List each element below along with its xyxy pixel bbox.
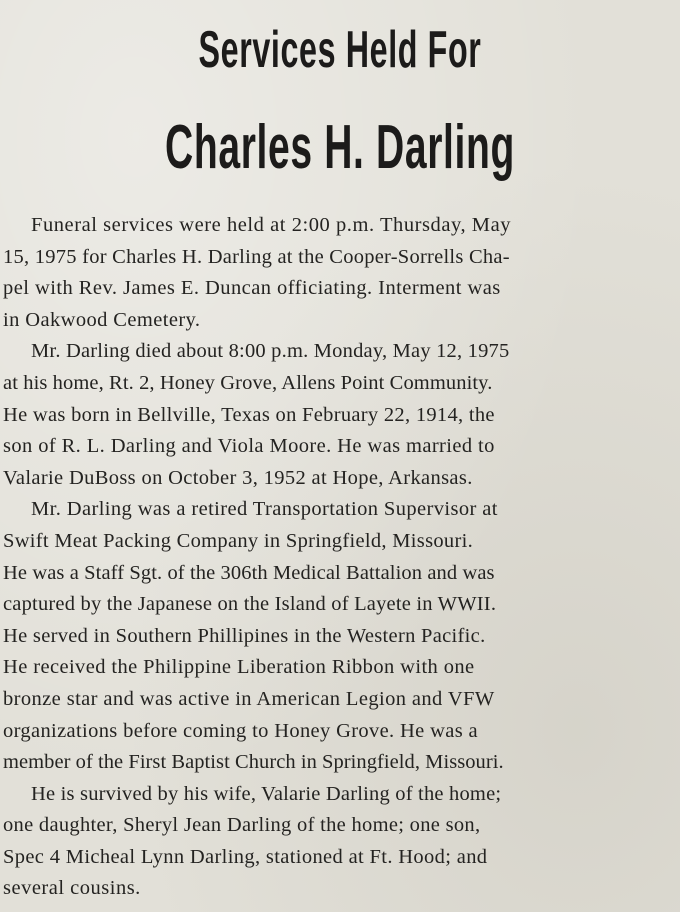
article-line: Spec 4 Micheal Lynn Darling, stationed at Ft. Hood; and bbox=[3, 845, 488, 868]
article-line: Mr. Darling died about 8:00 p.m. Monday, May 12, 1975 bbox=[31, 340, 510, 363]
article-line: He is survived by his wife, Valarie Darling of the home; bbox=[31, 782, 502, 805]
article-line: He received the Philippine Liberation Ribbon with one bbox=[3, 656, 475, 679]
headline-line-1: Services Held For bbox=[198, 21, 482, 79]
article-line: several cousins. bbox=[3, 877, 141, 900]
article-line: captured by the Japanese on the Island of Layete in WWII. bbox=[3, 593, 497, 616]
article-line: one daughter, Sheryl Jean Darling of the home; one son, bbox=[3, 814, 481, 837]
article-line: son of R. L. Darling and Viola Moore. He was married to bbox=[3, 435, 495, 458]
article-line: He served in Southern Phillipines in the Western Pacific. bbox=[3, 624, 486, 647]
article-line: Funeral services were held at 2:00 p.m. Thursday, May bbox=[31, 214, 512, 236]
article-line: organizations before coming to Honey Grove. He was a bbox=[3, 719, 478, 742]
article-line: Mr. Darling was a retired Transportation Supervisor at bbox=[31, 498, 498, 521]
article-line: He was born in Bellville, Texas on February 22, 1914, the bbox=[3, 403, 495, 426]
article-line: Valarie DuBoss on October 3, 1952 at Hope, Arkansas. bbox=[3, 466, 473, 489]
headline-line-2: Charles H. Darling bbox=[165, 113, 515, 182]
article-line: 15, 1975 for Charles H. Darling at the Cooper-Sorrells Cha- bbox=[3, 245, 510, 268]
article-line: member of the First Baptist Church in Springfield, Missouri. bbox=[3, 751, 504, 774]
article-line: in Oakwood Cemetery. bbox=[3, 308, 201, 331]
article-line: Swift Meat Packing Company in Springfield, Missouri. bbox=[3, 529, 473, 552]
article-line: at his home, Rt. 2, Honey Grove, Allens Point Community. bbox=[3, 371, 493, 394]
article-line: pel with Rev. James E. Duncan officiating. Interment was bbox=[3, 277, 501, 300]
article-line: bronze star and was active in American Legion and VFW bbox=[3, 687, 495, 710]
article-line: He was a Staff Sgt. of the 306th Medical Battalion and was bbox=[3, 561, 495, 584]
article-body bbox=[3, 210, 675, 905]
